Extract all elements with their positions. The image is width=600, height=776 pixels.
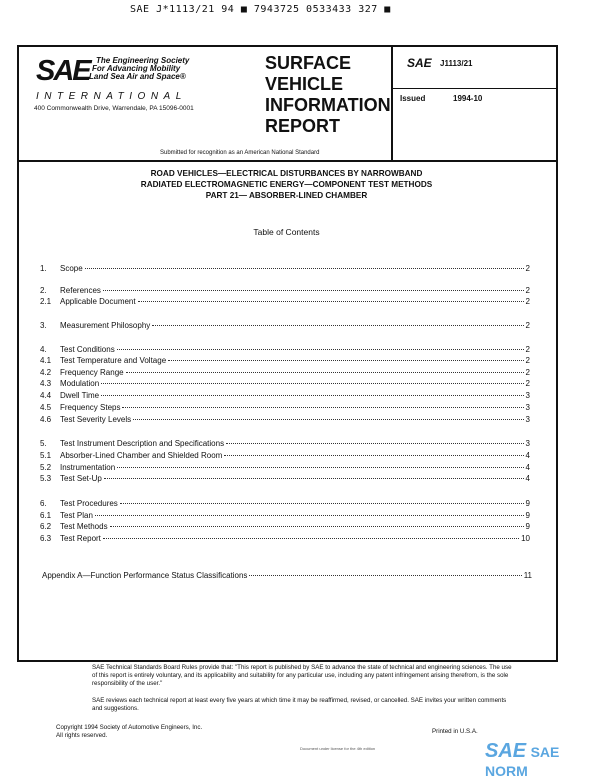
toc-leader-dots (103, 290, 524, 291)
toc-label: Applicable Document (60, 297, 136, 306)
international-label: INTERNATIONAL (36, 91, 187, 102)
document-type (265, 53, 391, 137)
watermark-logo: SAE (485, 740, 527, 762)
toc-entry[interactable] (40, 403, 530, 414)
toc-page-number: 2 (525, 345, 530, 354)
toc-entry[interactable] (40, 511, 530, 522)
toc-leader-dots (249, 575, 521, 576)
toc-leader-dots (117, 349, 524, 350)
toc-number: 4.6 (40, 415, 52, 424)
toc-leader-dots (224, 455, 523, 456)
toc-label: Test Set-Up (60, 474, 102, 483)
toc-number: 6.1 (40, 511, 52, 520)
toc-page-number: 2 (525, 286, 530, 295)
standards-rules-text: SAE Technical Standards Board Rules provide that: "This report is published by SAE to advance the state of technical and engineering sciences. The use of this report is entirely voluntary, and its applicability and suitability for any particular use, including any patent infringement arising therefrom, is the sole responsibility of the user." (92, 664, 512, 687)
toc-entry[interactable] (40, 391, 530, 402)
header-divider (17, 160, 556, 162)
toc-entry[interactable] (40, 321, 530, 332)
tagline-line: Land Sea Air and Space® (89, 72, 186, 81)
rights-line: All rights reserved. (56, 732, 108, 739)
toc-entry[interactable] (40, 534, 530, 545)
toc-number: 6. (40, 499, 47, 508)
toc-entry[interactable] (40, 345, 530, 356)
document-number: J1113/21 (440, 59, 473, 68)
toc-page-number: 2 (525, 264, 530, 273)
toc-page-number: 3 (525, 415, 530, 424)
copyright-line: Copyright 1994 Society of Automotive Engineers, Inc. (56, 724, 203, 731)
toc-leader-dots (101, 395, 523, 396)
toc-page-number: 4 (525, 463, 530, 472)
copyright (56, 724, 202, 740)
toc-page-number: 9 (525, 499, 530, 508)
toc-entry[interactable] (40, 451, 530, 462)
toc-leader-dots (120, 503, 524, 504)
toc-number: 6.3 (40, 534, 52, 543)
toc-leader-dots (110, 526, 524, 527)
toc-number: 1. (40, 264, 47, 273)
toc-number: 2.1 (40, 297, 52, 306)
toc-label: Test Conditions (60, 345, 115, 354)
toc-number: 4.5 (40, 403, 52, 412)
toc-label: Test Methods (60, 522, 108, 531)
doc-type-line: INFORMATION (265, 95, 391, 115)
toc-number: 5.3 (40, 474, 52, 483)
toc-number: 6.2 (40, 522, 52, 531)
toc-page-number: 11 (523, 571, 532, 580)
toc-label: Frequency Range (60, 368, 124, 377)
toc-entry[interactable] (42, 571, 532, 582)
toc-entry[interactable] (40, 463, 530, 474)
toc-entry[interactable] (40, 356, 530, 367)
toc-label: Frequency Steps (60, 403, 121, 412)
toc-label: Measurement Philosophy (60, 321, 151, 330)
toc-page-number: 10 (521, 534, 530, 543)
sae-norm-watermark (485, 740, 600, 776)
doc-type-line: REPORT (265, 116, 341, 136)
toc-entry[interactable] (40, 474, 530, 485)
toc-label: Test Severity Levels (60, 415, 132, 424)
toc-label: References (60, 286, 101, 295)
toc-leader-dots (133, 419, 523, 420)
toc-label: Dwell Time (60, 391, 100, 400)
toc-leader-dots (104, 478, 524, 479)
header-right-divider (391, 88, 556, 89)
toc-entry[interactable] (40, 499, 530, 510)
issued-label: Issued (400, 94, 426, 103)
toc-page-number: 3 (525, 391, 530, 400)
toc-leader-dots (85, 268, 524, 269)
toc-page-number: 2 (525, 356, 530, 365)
sae-logo: SAE (36, 55, 90, 87)
toc-label: Test Instrument Description and Specifications (60, 439, 225, 448)
toc-label: Test Procedures (60, 499, 118, 508)
toc-number: 4.4 (40, 391, 52, 400)
toc-leader-dots (168, 360, 523, 361)
doc-type-line: VEHICLE (265, 74, 344, 94)
doc-type-line: SURFACE (265, 53, 352, 73)
toc-entry[interactable] (40, 522, 530, 533)
toc-number: 4.2 (40, 368, 52, 377)
toc-label: Test Temperature and Voltage (60, 356, 167, 365)
toc-leader-dots (226, 443, 523, 444)
header-column-divider (391, 45, 393, 160)
review-text: SAE reviews each technical report at least every five years at which time it may be reaffirmed, revised, or cancelled. SAE invites your written comments and suggestions. (92, 697, 507, 712)
issued-value: 1994-10 (453, 94, 483, 103)
toc-entry[interactable] (40, 439, 530, 450)
sae-small-logo: SAE (407, 56, 432, 70)
submitted-note: Submitted for recognition as an American National Standard (160, 150, 320, 156)
toc-label: Test Report (60, 534, 101, 543)
toc-number: 2. (40, 286, 47, 295)
toc-number: 5. (40, 439, 47, 448)
toc-page-number: 3 (525, 403, 530, 412)
toc-number: 3. (40, 321, 47, 330)
toc-leader-dots (103, 538, 519, 539)
toc-label: Modulation (60, 379, 100, 388)
toc-entry[interactable] (40, 264, 530, 275)
toc-page-number: 4 (525, 474, 530, 483)
toc-page-number: 2 (525, 379, 530, 388)
toc-page-number: 9 (525, 511, 530, 520)
toc-leader-dots (95, 515, 524, 516)
toc-leader-dots (126, 372, 524, 373)
title-line: PART 21— ABSORBER-LINED CHAMBER (205, 191, 368, 200)
toc-label: Absorber-Lined Chamber and Shielded Room (60, 451, 223, 460)
toc-entry[interactable] (40, 368, 530, 379)
toc-page-number: 2 (525, 297, 530, 306)
scan-code-header: SAE J*1113/21 94 ■ 7943725 0533433 327 ■ (130, 4, 391, 15)
toc-page-number: 2 (525, 368, 530, 377)
toc-page-number: 9 (525, 522, 530, 531)
toc-leader-dots (138, 301, 524, 302)
toc-entry[interactable] (40, 297, 530, 308)
toc-entry[interactable] (40, 415, 530, 426)
toc-leader-dots (122, 407, 523, 408)
toc-leader-dots (101, 383, 523, 384)
toc-number: 5.1 (40, 451, 52, 460)
toc-number: 4.3 (40, 379, 52, 388)
printed-in: Printed in U.S.A. (432, 728, 478, 735)
toc-page-number: 2 (525, 321, 530, 330)
title-line: RADIATED ELECTROMAGNETIC ENERGY—COMPONENT TEST METHODS (140, 180, 433, 189)
toc-label: Test Plan (60, 511, 93, 520)
toc-entry[interactable] (40, 379, 530, 390)
toc-label: Instrumentation (60, 463, 116, 472)
tagline-line: For Advancing Mobility (92, 64, 181, 73)
license-note: Document under license for the 4th edition (300, 746, 376, 751)
watermark-text: SAE NORM (485, 744, 560, 776)
toc-heading: Table of Contents (253, 227, 320, 237)
toc-label: Scope (60, 264, 83, 273)
toc-number: 4. (40, 345, 47, 354)
toc-label: Appendix A—Function Performance Status Classifications (42, 571, 248, 580)
toc-leader-dots (117, 467, 523, 468)
toc-number: 5.2 (40, 463, 52, 472)
toc-entry[interactable] (40, 286, 530, 297)
document-title (17, 168, 556, 201)
toc-leader-dots (152, 325, 523, 326)
title-line: ROAD VEHICLES—ELECTRICAL DISTURBANCES BY NARROWBAND (150, 169, 423, 178)
toc-number: 4.1 (40, 356, 52, 365)
tagline-line: The Engineering Society (96, 56, 190, 65)
toc-page-number: 4 (525, 451, 530, 460)
address: 400 Commonwealth Drive, Warrendale, PA 15096-0001 (34, 105, 194, 112)
toc-page-number: 3 (525, 439, 530, 448)
